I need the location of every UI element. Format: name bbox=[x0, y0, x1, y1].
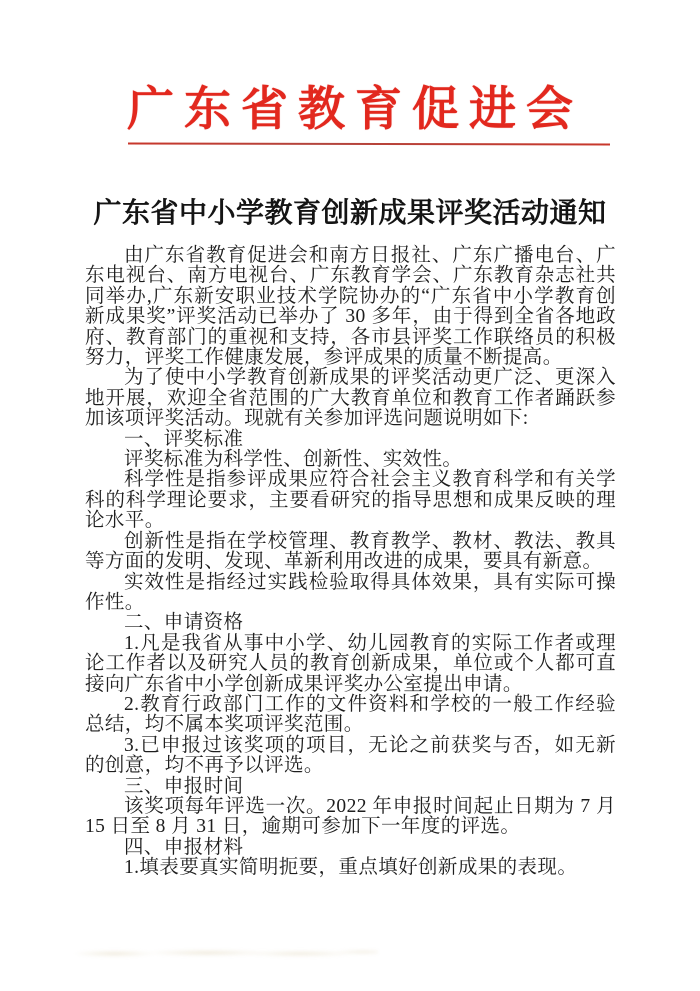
section-heading: 三、申报时间 bbox=[124, 775, 244, 797]
section-heading: 二、申请资格 bbox=[124, 612, 244, 634]
body-paragraph: 1.凡是我省从事中小学、幼儿园教育的实际工作者或理论工作者以及研究人员的教育创新成果，单位或个人都可直接向广东省中小学创新成果评奖办公室提出申请。 bbox=[85, 632, 616, 695]
scan-smudge-artifact bbox=[68, 944, 378, 960]
body-paragraph: 创新性是指在学校管理、教育教学、教材、教法、教具等方面的发明、发现、革新利用改进的成果，要具有新意。 bbox=[85, 530, 616, 573]
body-paragraph: 科学性是指参评成果应符合社会主义教育科学和有关学科的科学理论要求，主要看研究的指导思想和成果反映的理论水平。 bbox=[85, 469, 616, 532]
body-paragraph: 评奖标准为科学性、创新性、实效性。 bbox=[124, 449, 463, 471]
body-paragraph: 实效性是指经过实践检验取得具体效果，具有实际可操作性。 bbox=[85, 571, 616, 613]
body-paragraph: 该奖项每年评选一次。2022 年申报时间起止日期为 7 月 15 日至 8 月 31 日，逾期可参加下一年度的评选。 bbox=[85, 795, 616, 838]
document-body bbox=[85, 246, 616, 879]
section-heading: 四、申报材料 bbox=[124, 836, 244, 858]
letterhead-divider bbox=[128, 142, 610, 145]
section-heading: 一、评奖标准 bbox=[124, 428, 244, 450]
document-title: 广东省中小学教育创新成果评奖活动通知 bbox=[93, 198, 607, 229]
body-paragraph: 3.已申报过该奖项的项目，无论之前获奖与否，如无新的创意，均不再予以评选。 bbox=[85, 734, 616, 777]
letterhead-org-name: 广东省教育促进会 bbox=[127, 84, 583, 136]
body-paragraph: 为了使中小学教育创新成果的评奖活动更广泛、更深入地开展，欢迎全省范围的广大教育单位和教育工作者踊跃参加该项评奖活动。现就有关参加评选问题说明如下: bbox=[85, 367, 616, 430]
body-paragraph: 由广东省教育促进会和南方日报社、广东广播电台、广东电视台、南方电视台、广东教育学会、广东教育杂志社共同举办,广东新安职业技术学院协办的“广东省中小学教育创新成果奖”评奖活动已举办了 30 多年，由于得到全省各地政府、教育部门的重视和支持，各市县评奖工作联络员的积极努力，评奖工作健康发展，参评成果的质量不断提高。 bbox=[85, 245, 616, 369]
body-paragraph: 2.教育行政部门工作的文件资料和学校的一般工作经验总结，均不属本奖项评奖范围。 bbox=[85, 693, 616, 736]
body-paragraph: 1.填表要真实简明扼要，重点填好创新成果的表现。 bbox=[124, 857, 578, 879]
